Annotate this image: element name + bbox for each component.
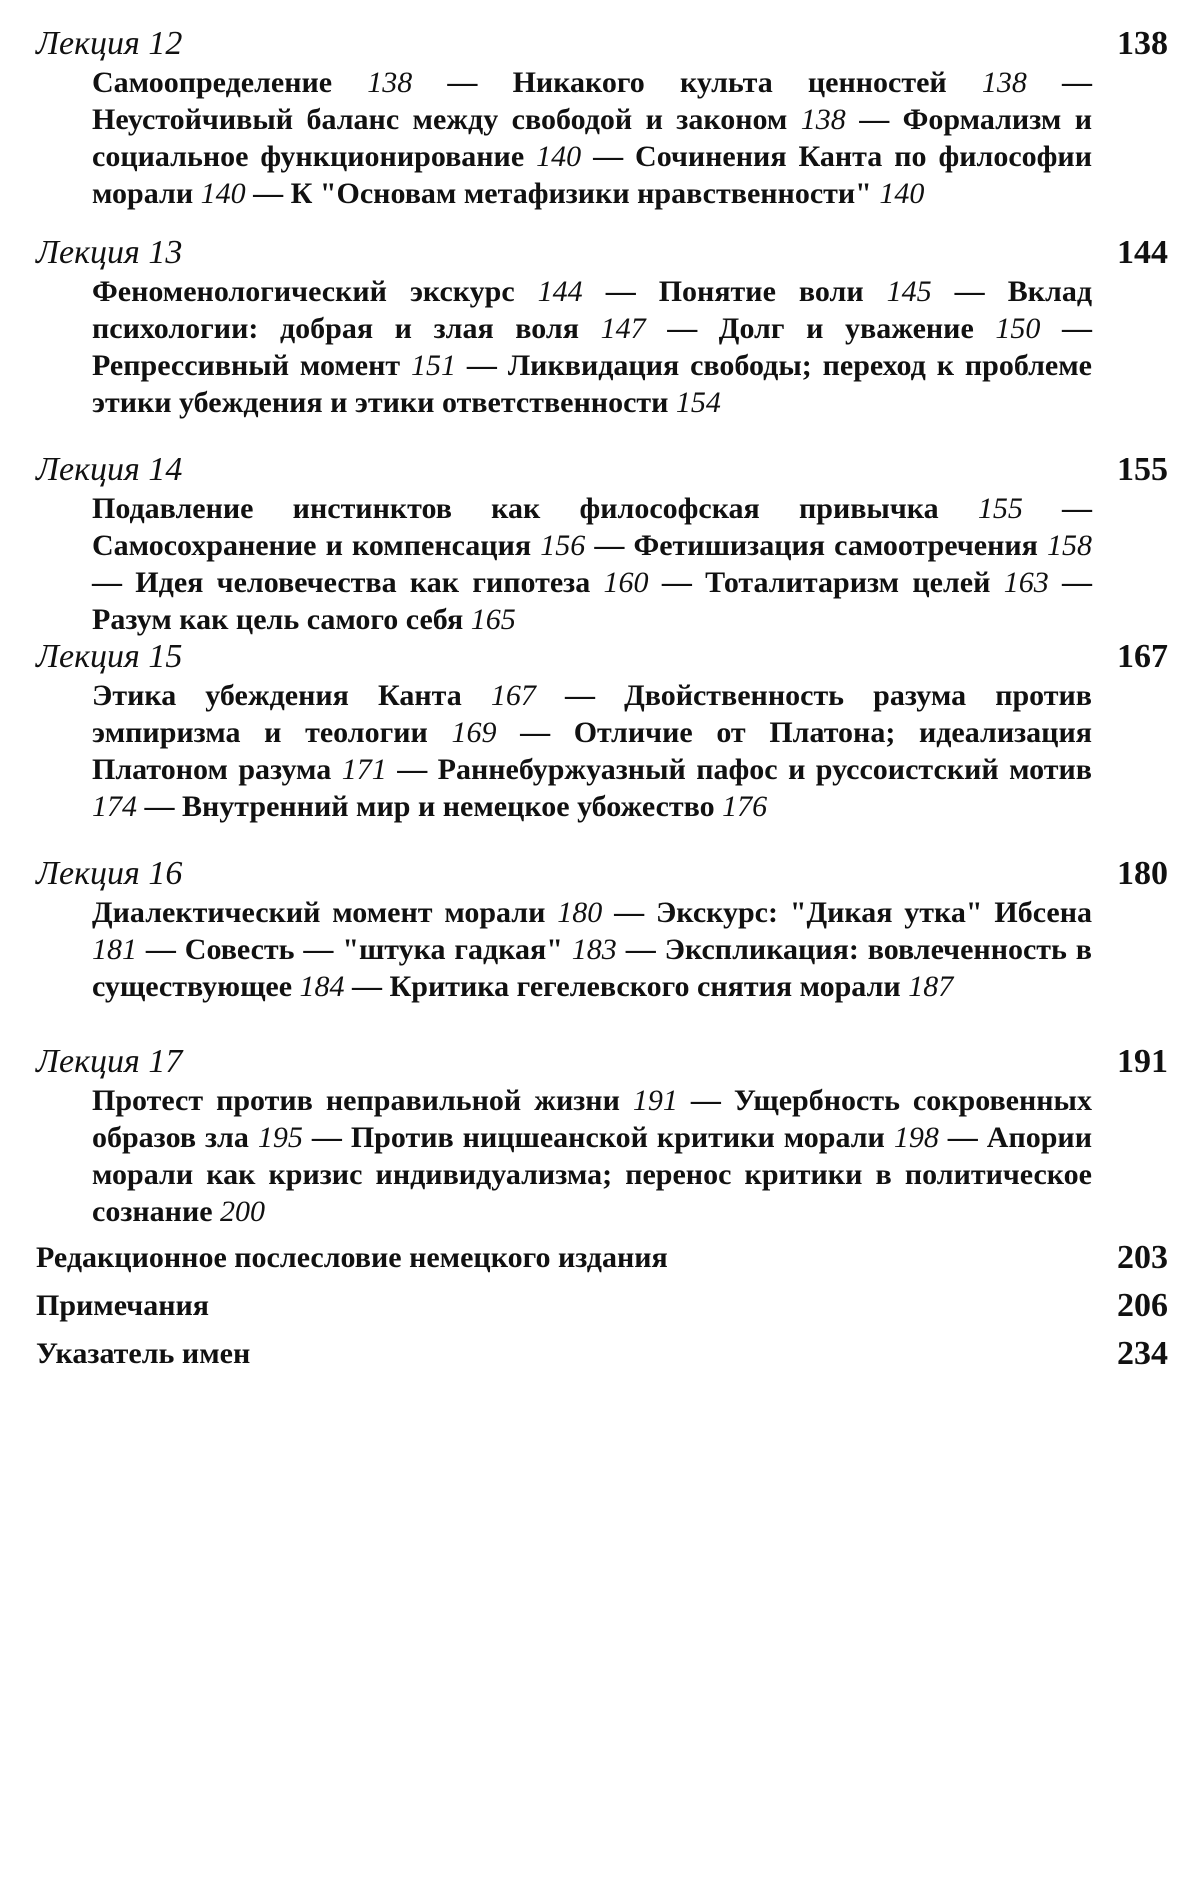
lecture-17: [36, 1042, 1168, 1230]
page-reference: 156: [540, 529, 586, 562]
lecture-summary: Протест против неправильной жизни 191 — Ущербность сокровенных образов зла 195 — Против ницшеанской критики морали 198 — Апории морали как кризис индивидуализма; перенос критики в политическое сознание 200: [92, 1084, 1092, 1228]
lecture-summary: Феноменологический экскурс 144 — Понятие воли 145 — Вклад психологии: добрая и злая воля 147 — Долг и уважение 150 — Репрессивный момент 151 — Ликвидация свободы; переход к проблеме этики убеждения и этики ответственности 154: [92, 275, 1093, 419]
page-reference: 144: [537, 275, 583, 308]
lecture-page-number: 180: [1117, 855, 1168, 892]
lecture-summary: Самоопределение 138 — Никакого культа ценностей 138 — Неустойчивый баланс между свободой и законом 138 — Формализм и социальное функционирование 140 — Сочинения Канта по философии морали 140 — К "Основам метафизики нравственности" 140: [92, 66, 1093, 210]
page-reference: 140: [200, 177, 246, 210]
page-reference: 183: [571, 933, 617, 966]
lecture-13: [36, 233, 1168, 421]
lecture-title: Лекция 15: [36, 638, 183, 675]
page-reference: 187: [908, 970, 954, 1003]
lecture-page-number: 167: [1117, 638, 1168, 675]
page-reference: 200: [220, 1195, 266, 1228]
toc-entry-page: 203: [1117, 1239, 1168, 1276]
page-reference: 138: [981, 66, 1027, 99]
page-reference: 138: [367, 66, 413, 99]
page-reference: 158: [1047, 529, 1092, 562]
lecture-page-number: 138: [1117, 25, 1168, 62]
page-reference: 154: [675, 386, 721, 419]
page-reference: 160: [603, 566, 649, 599]
page-reference: 155: [977, 492, 1023, 525]
lecture-page-number: 144: [1117, 234, 1168, 271]
page-reference: 147: [600, 312, 646, 345]
page-reference: 138: [800, 103, 846, 136]
page-reference: 145: [886, 275, 932, 308]
page-reference: 140: [536, 140, 582, 173]
page-reference: 180: [557, 896, 603, 929]
page-reference: 184: [299, 970, 345, 1003]
lecture-12: [36, 24, 1168, 212]
page-reference: 171: [341, 753, 387, 786]
page-reference: 198: [893, 1121, 939, 1154]
toc-entry-page: 206: [1117, 1287, 1168, 1324]
lecture-summary: Диалектический момент морали 180 — Экскурс: "Дикая утка" Ибсена 181 — Совесть — "штука гадкая" 183 — Экспликация: вовлеченность в существующее 184 — Критика гегелевского снятия морали 187: [92, 896, 1092, 1003]
page-reference: 181: [92, 933, 137, 966]
toc-entry-label: Указатель имен: [36, 1337, 251, 1370]
toc-entry-name-index: [36, 1328, 1168, 1374]
lecture-16: [36, 854, 1168, 1005]
lecture-summary: Этика убеждения Канта 167 — Двойственность разума против эмпиризма и теологии 169 — Отличие от Платона; идеализация Платоном разума 171 — Раннебуржуазный пафос и руссоистский мотив 174 — Внутренний мир и немецкое убожество 176: [92, 679, 1092, 823]
lecture-14: [36, 450, 1168, 638]
page-reference: 169: [451, 716, 497, 749]
page-reference: 174: [92, 790, 137, 823]
lecture-title: Лекция 12: [36, 25, 183, 62]
toc-entry-label: Примечания: [36, 1289, 210, 1322]
lecture-title: Лекция 14: [36, 451, 183, 488]
page-reference: 163: [1003, 566, 1049, 599]
lecture-title: Лекция 16: [36, 855, 183, 892]
lecture-summary: Подавление инстинктов как философская привычка 155 — Самосохранение и компенсация 156 — Фетишизация самоотречения 158 — Идея человечества как гипотеза 160 — Тоталитаризм целей 163 — Разум как цель самого себя 165: [92, 492, 1093, 636]
toc-entry-page: 234: [1117, 1335, 1168, 1372]
toc-entry-notes: [36, 1280, 1168, 1326]
page-reference: 191: [632, 1084, 678, 1117]
lecture-page-number: 191: [1117, 1043, 1168, 1080]
lecture-15: [36, 637, 1168, 825]
lecture-title: Лекция 13: [36, 234, 183, 271]
lecture-page-number: 155: [1117, 451, 1168, 488]
page-reference: 150: [995, 312, 1041, 345]
page-reference: 176: [722, 790, 768, 823]
page-reference: 151: [411, 349, 457, 382]
lecture-title: Лекция 17: [36, 1043, 183, 1080]
page-reference: 165: [470, 603, 516, 636]
toc-entry-afterword: [36, 1232, 1168, 1278]
toc-entry-label: Редакционное послесловие немецкого издания: [36, 1241, 668, 1274]
page-reference: 195: [257, 1121, 303, 1154]
page-reference: 167: [490, 679, 536, 712]
page-reference: 140: [879, 177, 925, 210]
